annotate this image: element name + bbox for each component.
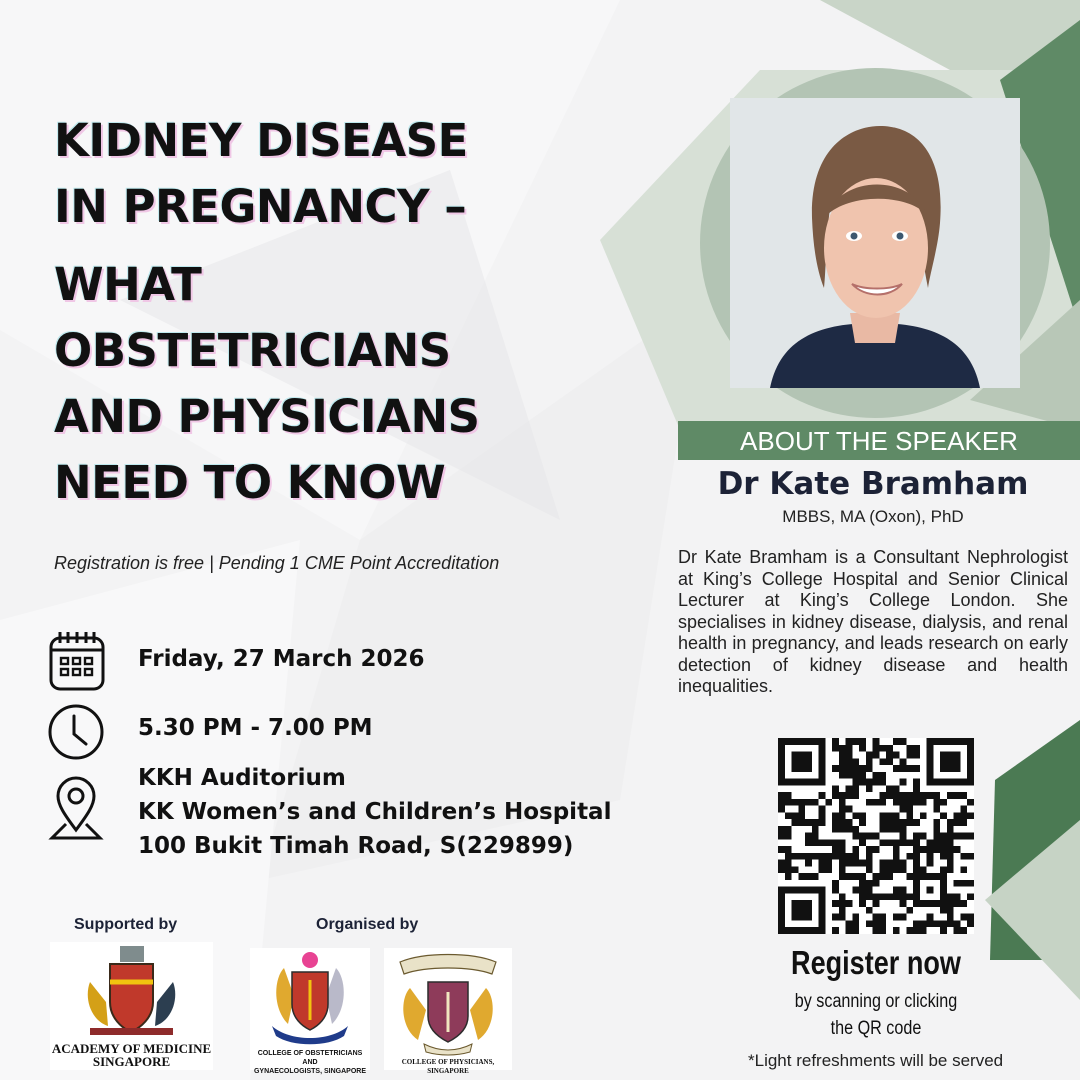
speaker-name: Dr Kate Bramham <box>717 466 1029 502</box>
title-line: OBSTETRICIANS <box>54 324 451 377</box>
speaker-photo <box>730 98 1020 388</box>
academy-caption-line: ACADEMY OF MEDICINE <box>51 1041 212 1056</box>
academy-caption <box>50 1042 213 1068</box>
clock-icon <box>46 702 106 762</box>
supported-by-label: Supported by <box>74 916 178 933</box>
speaker-bio: Dr Kate Bramham is a Consultant Nephrologist at King’s College Hospital and Senior Clinical Lecturer at King’s College London. She specialises in kidney disease, dialysis, and renal health in pregnancy, and leads research on early detection of kidney disease and health inequalities. <box>678 547 1068 696</box>
location-pin-icon <box>46 772 106 842</box>
event-time: 5.30 PM - 7.00 PM <box>138 715 373 741</box>
cop-crest-icon <box>384 948 512 1056</box>
title-line: NEED TO KNOW <box>54 456 446 509</box>
academy-of-medicine-logo <box>50 942 213 1070</box>
venue-line: KK Women’s and Children’s Hospital <box>138 799 612 825</box>
register-instructions <box>777 988 974 1042</box>
academy-crest-icon <box>50 942 213 1038</box>
organised-by-label: Organised by <box>316 916 419 933</box>
registration-note: Registration is free | Pending 1 CME Point Accreditation <box>54 553 500 573</box>
cop-caption: COLLEGE OF PHYSICIANS, SINGAPORE <box>401 1058 495 1075</box>
event-venue <box>138 761 611 863</box>
cogs-crest-icon <box>250 948 370 1048</box>
cogs-caption-line: COLLEGE OF OBSTETRICIANS AND <box>257 1050 363 1066</box>
venue-line: KKH Auditorium <box>138 765 346 791</box>
refreshments-note: *Light refreshments will be served <box>748 1051 1004 1070</box>
register-instructions-line: by scanning or clicking <box>794 991 958 1012</box>
title-line: IN PREGNANCY – <box>54 180 467 233</box>
cogs-caption-line: GYNAECOLOGISTS, SINGAPORE <box>253 1068 366 1075</box>
college-obstetricians-logo <box>250 948 370 1075</box>
venue-line: 100 Bukit Timah Road, S(229899) <box>138 833 574 859</box>
title-line: WHAT <box>54 258 202 311</box>
academy-caption-line: SINGAPORE <box>92 1054 171 1069</box>
title-line: AND PHYSICIANS <box>54 390 480 443</box>
register-instructions-line: the QR code <box>830 1018 922 1039</box>
register-now-button[interactable]: Register now <box>791 944 961 981</box>
event-title <box>54 108 614 516</box>
calendar-icon <box>48 630 106 692</box>
college-physicians-logo <box>384 948 512 1075</box>
cogs-caption <box>250 1049 370 1076</box>
registration-qr-code[interactable] <box>778 738 974 934</box>
speaker-credentials: MBBS, MA (Oxon), PhD <box>782 507 964 526</box>
event-date: Friday, 27 March 2026 <box>138 646 425 672</box>
about-speaker-heading: ABOUT THE SPEAKER <box>678 421 1080 460</box>
title-line: KIDNEY DISEASE <box>54 114 468 167</box>
